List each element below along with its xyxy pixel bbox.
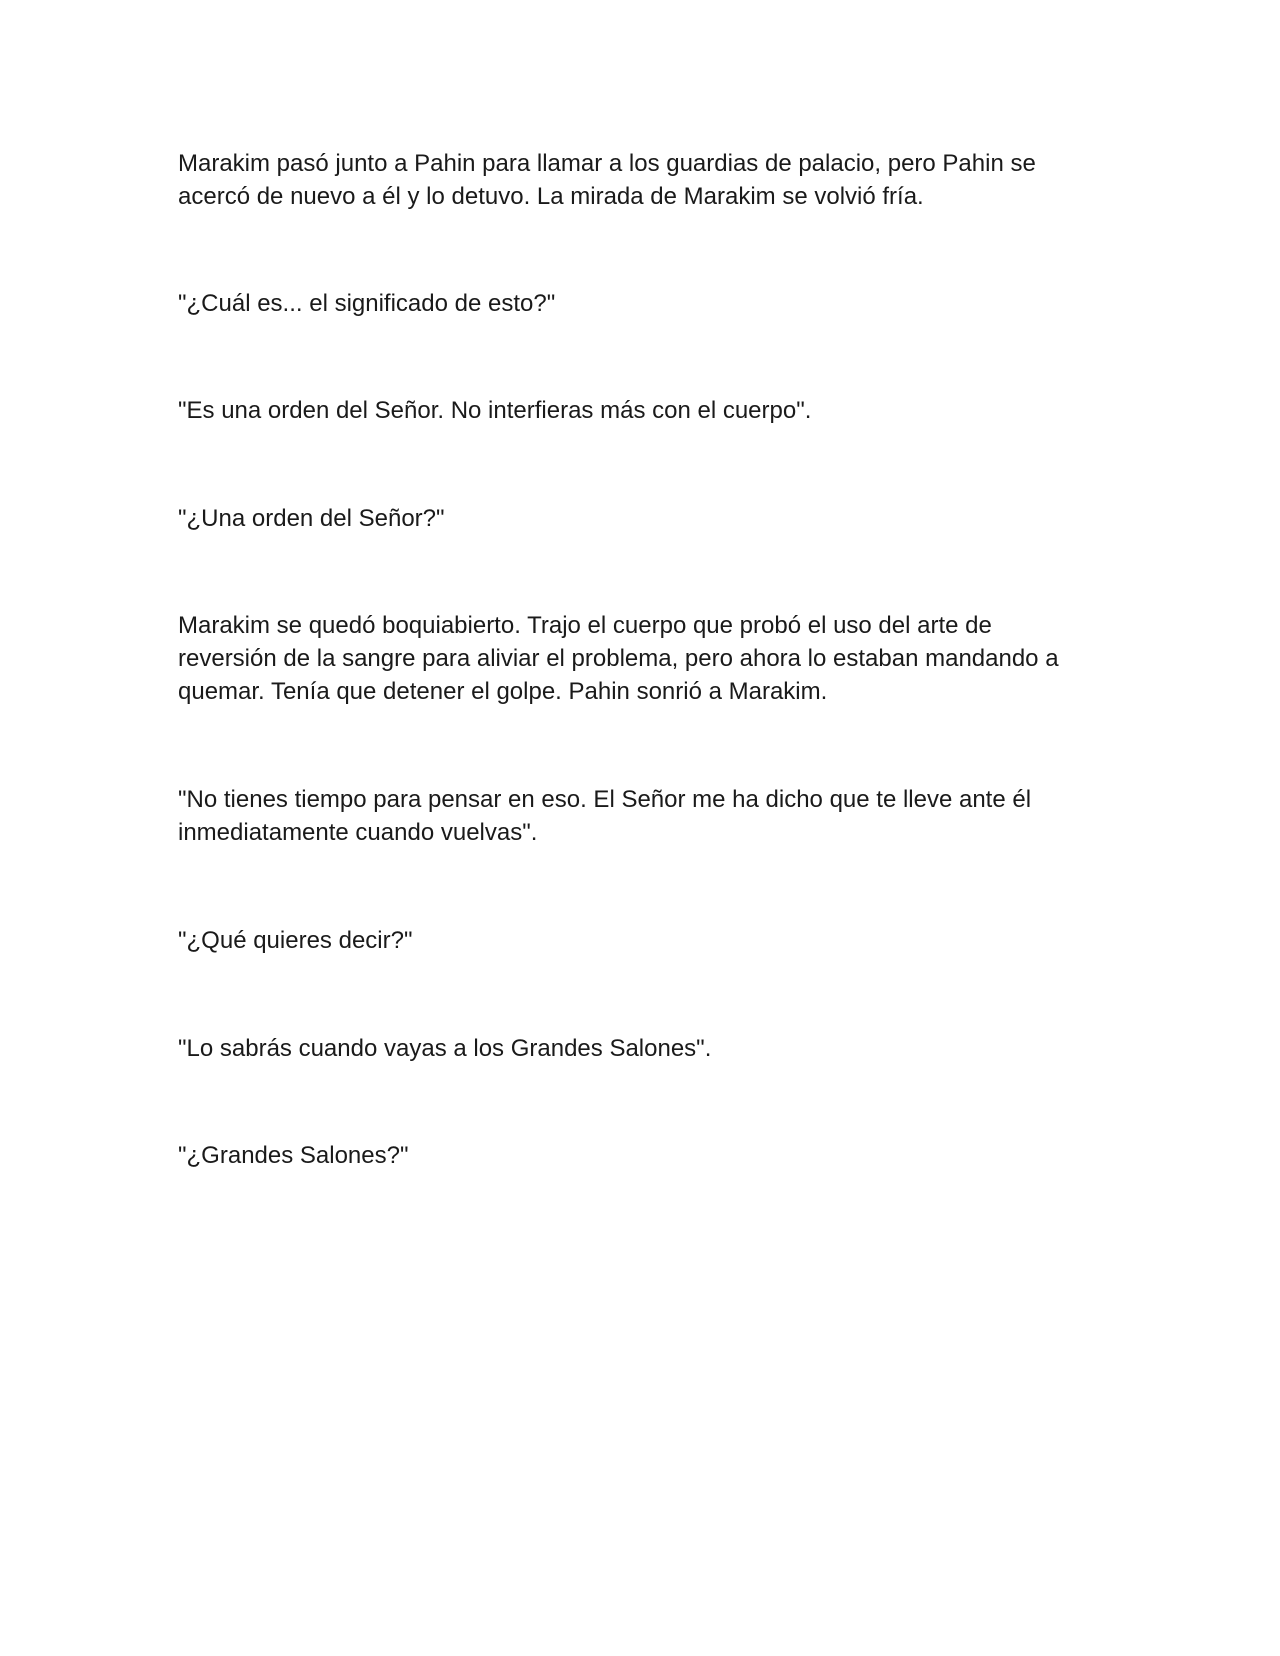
text-line: "¿Cuál es... el significado de esto?": [178, 290, 556, 317]
paragraph-dialogue-4: [178, 783, 1118, 849]
text-line: Marakim se quedó boquiabierto. Trajo el cuerpo que probó el uso del arte de: [178, 612, 992, 639]
paragraph-dialogue-3: [178, 502, 1118, 535]
paragraph-dialogue-6: [178, 1032, 1118, 1065]
paragraph-dialogue-7: [178, 1139, 1118, 1172]
text-line: inmediatamente cuando vuelvas".: [178, 819, 538, 846]
paragraph-dialogue-2: [178, 394, 1118, 427]
paragraph-narration-2: [178, 609, 1118, 708]
text-line: quemar. Tenía que detener el golpe. Pahin sonrió a Marakim.: [178, 678, 828, 705]
text-line: Marakim pasó junto a Pahin para llamar a los guardias de palacio, pero Pahin se: [178, 150, 1036, 177]
text-line: "Es una orden del Señor. No interfieras más con el cuerpo".: [178, 397, 812, 424]
text-line: "¿Qué quieres decir?": [178, 927, 413, 954]
text-line: "No tienes tiempo para pensar en eso. El Señor me ha dicho que te lleve ante él: [178, 786, 1032, 813]
text-line: "¿Grandes Salones?": [178, 1142, 409, 1169]
text-line: reversión de la sangre para aliviar el problema, pero ahora lo estaban mandando a: [178, 645, 1059, 672]
paragraph-dialogue-1: [178, 287, 1118, 320]
paragraph-dialogue-5: [178, 924, 1118, 957]
text-line: "¿Una orden del Señor?": [178, 505, 445, 532]
paragraph-narration-1: [178, 147, 1118, 213]
text-line: acercó de nuevo a él y lo detuvo. La mirada de Marakim se volvió fría.: [178, 183, 924, 210]
text-line: "Lo sabrás cuando vayas a los Grandes Salones".: [178, 1035, 712, 1062]
